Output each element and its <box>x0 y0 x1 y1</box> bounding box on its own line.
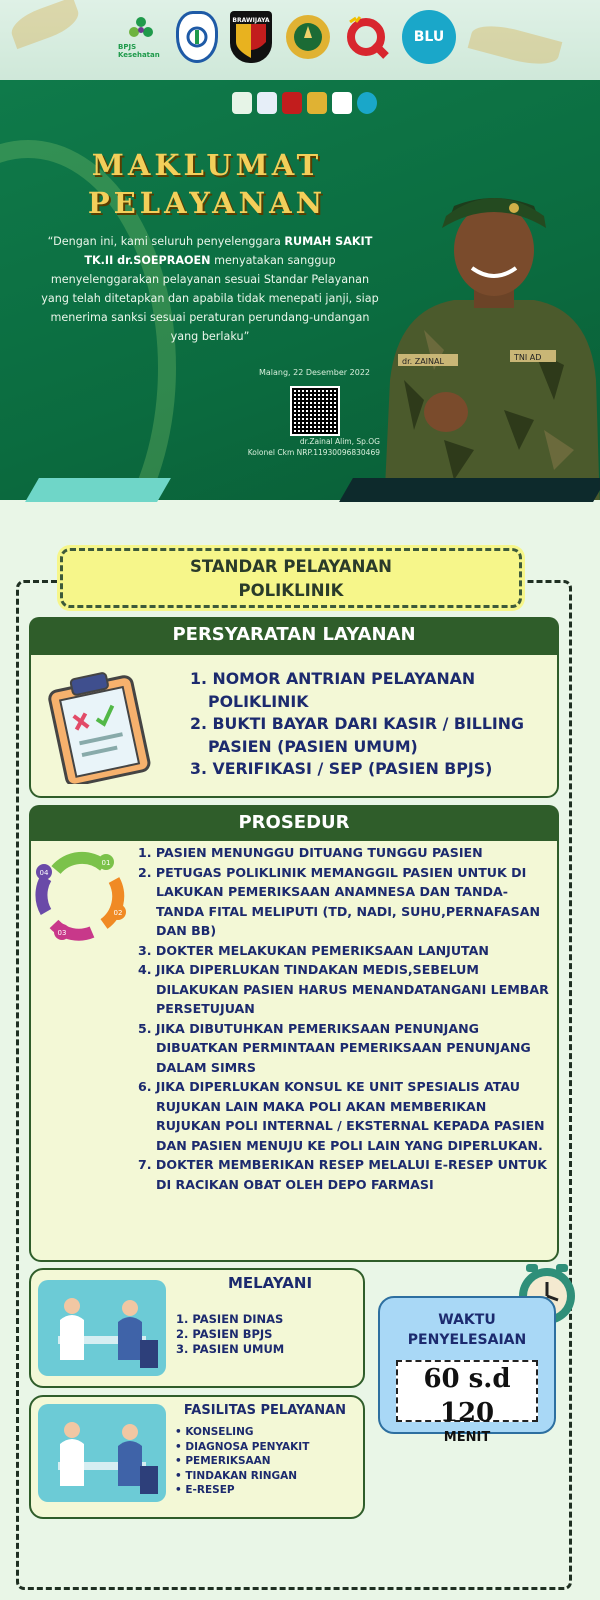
mini-bpjs-logo <box>232 92 252 114</box>
mini-tni-logo <box>307 92 327 114</box>
hospital-emblem-icon <box>184 24 210 50</box>
cycle-label-1: 01 <box>101 859 111 867</box>
blu-label: BLU <box>413 29 445 45</box>
prosedur-header: PROSEDUR <box>29 805 559 839</box>
list-item: 6. JIKA DIPERLUKAN KONSUL KE UNIT SPESIALIS ATAU RUJUKAN LAIN MAKA POLI AKAN MEMBERIKAN RUJUKAN POLI INTERNAL / EKSTERNAL KEPADA PASIEN DAN PASIEN MENUJU KE POLI LAIN YANG DIPERLUKAN. <box>138 1079 545 1153</box>
doctor-patient-illustration <box>38 1280 166 1376</box>
qr-code-icon <box>290 386 340 436</box>
quote-hospital-name: RUMAH SAKIT TK.II dr.SOEPRAOEN <box>84 235 373 267</box>
mini-blu-logo <box>357 92 377 114</box>
list-item: • KONSELING <box>175 1426 254 1438</box>
bpjs-logo <box>118 11 164 63</box>
maklumat-title <box>72 146 342 222</box>
officer-portrait <box>384 150 600 500</box>
waktu-title-line-1: WAKTU <box>438 1312 496 1328</box>
blu-logo <box>402 10 456 64</box>
consultation-icon <box>38 1280 166 1376</box>
cycle-label-2: 02 <box>113 909 123 917</box>
standar-header <box>60 548 522 608</box>
signer-block <box>240 436 380 458</box>
fasilitas-title: FASILITAS PELAYANAN <box>183 1403 347 1418</box>
teal-stripe <box>25 478 171 502</box>
list-item: • PEMERIKSAAN <box>175 1455 271 1467</box>
melayani-list <box>176 1312 284 1357</box>
doctor-patient-illustration <box>38 1404 166 1502</box>
maklumat-hero <box>0 80 600 500</box>
persyaratan-header: PERSYARATAN LAYANAN <box>29 617 559 653</box>
standar-line-2: POLIKLINIK <box>238 581 344 600</box>
list-item: 3. DOKTER MELAKUKAN PEMERIKSAAN LANJUTAN <box>138 942 489 958</box>
waktu-value-box <box>396 1360 538 1445</box>
leaf-decoration <box>468 19 563 71</box>
waktu-value: 60 s.d 120 <box>423 1364 511 1428</box>
list-item: 3. PASIEN UMUM <box>176 1342 285 1356</box>
waktu-title <box>380 1310 554 1350</box>
list-item: • E-RESEP <box>175 1484 235 1496</box>
mini-q-logo <box>332 92 352 114</box>
signer-name: dr.Zainal Alim, Sp.OG <box>299 437 380 446</box>
logo-strip <box>0 0 600 80</box>
tni-logo <box>284 11 332 63</box>
list-item: 1. PASIEN DINAS <box>176 1312 284 1326</box>
shield-icon <box>236 24 266 58</box>
consultation-icon <box>38 1404 166 1502</box>
title-line-1: MAKLUMAT <box>91 148 323 182</box>
list-item: 1. NOMOR ANTRIAN PELAYANAN POLIKLINIK <box>190 669 476 711</box>
leaf-decoration <box>7 0 83 49</box>
list-item: 5. JIKA DIBUTUHKAN PEMERIKSAAN PENUNJANG DIBUATKAN PERMINTAAN PEMERIKSAAN PENUNJANG DALAM SIMRS <box>138 1020 531 1075</box>
signer-rank: Kolonel Ckm NRP.11930096830469 <box>247 448 380 457</box>
unit-tape-label: TNI AD <box>514 353 542 362</box>
list-item: • TINDAKAN RINGAN <box>175 1469 298 1482</box>
list-item: 7. DOKTER MEMBERIKAN RESEP MELALUI E-RESEP UNTUK DI RACIKAN OBAT OLEH DEPO FARMASI <box>138 1157 547 1192</box>
waktu-unit: MENIT <box>443 1430 491 1445</box>
list-item: 2. PETUGAS POLIKLINIK MEMANGGIL PASIEN UNTUK DI LAKUKAN PEMERIKSAAN ANAMNESA DAN TANDA-TANDA FITAL MELIPUTI (TD, NADI, SUHU,PERNAFASAN DAN BB) <box>138 864 540 938</box>
list-item: 4. JIKA DIPERLUKAN TINDAKAN MEDIS,SEBELUM DILAKUKAN PASIEN HARUS MENANDATANGANI LEMBAR PERSETUJUAN <box>138 962 549 1016</box>
checklist-icon <box>42 664 164 784</box>
list-item: 2. PASIEN BPJS <box>176 1327 273 1341</box>
q-icon <box>344 14 390 60</box>
bpjs-icon <box>127 15 155 43</box>
cycle-label-3: 03 <box>57 929 67 937</box>
brawijaya-label: BRAWIJAYA <box>232 16 270 24</box>
title-line-2: PELAYANAN <box>87 186 327 220</box>
mini-brawijaya-logo <box>282 92 302 114</box>
list-item: 3. VERIFIKASI / SEP (PASIEN BPJS) <box>190 759 493 778</box>
fasilitas-list <box>175 1425 309 1498</box>
partner-logos <box>118 10 456 64</box>
list-item: • DIAGNOSA PENYAKIT <box>175 1440 310 1453</box>
standar-line-1: STANDAR PELAYANAN <box>190 557 392 576</box>
mini-hospital-logo <box>257 92 277 114</box>
process-cycle-icon <box>34 846 130 946</box>
cycle-label-4: 04 <box>39 869 49 877</box>
maklumat-quote <box>40 232 380 346</box>
persyaratan-list <box>190 668 540 781</box>
brawijaya-logo <box>230 11 272 63</box>
list-item: 2. BUKTI BAYAR DARI KASIR / BILLING PASIEN (PASIEN UMUM) <box>190 714 524 756</box>
dark-stripe <box>339 478 600 502</box>
waktu-title-line-2: PENYELESAIAN <box>407 1332 527 1348</box>
quote-part-1: “Dengan ini, kami seluruh penyelenggara <box>47 235 281 248</box>
signing-date: Malang, 22 Desember 2022 <box>258 368 370 377</box>
q-logo <box>344 11 390 63</box>
melayani-title: MELAYANI <box>227 1274 313 1292</box>
hospital-logo <box>176 11 218 63</box>
bpjs-label: BPJS Kesehatan <box>118 43 160 59</box>
name-tape-label: dr. ZAINAL <box>402 357 444 366</box>
list-item: 1. PASIEN MENUNGGU DITUANG TUNGGU PASIEN <box>138 845 483 860</box>
mini-logos <box>232 92 377 114</box>
prosedur-list <box>138 843 552 1194</box>
tni-emblem-icon <box>284 12 332 62</box>
quote-part-2: menyatakan sanggup menyelenggarakan pelayanan sesuai Standar Pelayanan yang telah ditetapkan dan apabila tidak menepati janji, siap menerima sanksi sesuai peraturan perundang-undangan yang berlaku” <box>41 254 379 343</box>
